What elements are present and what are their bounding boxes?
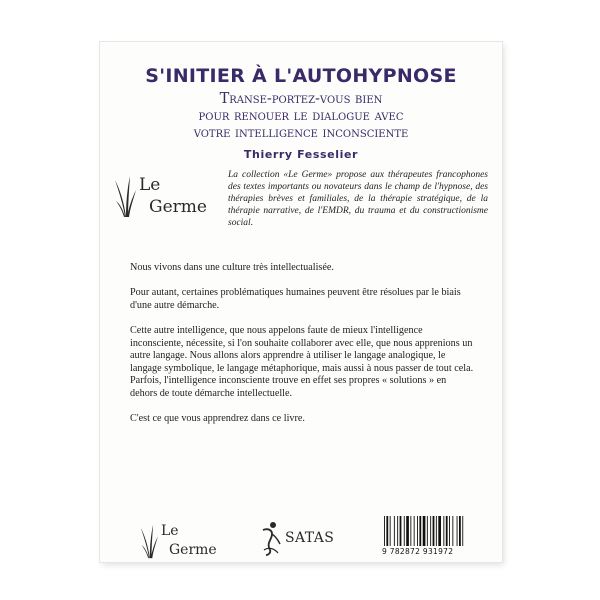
- blurb-paragraph-1: Nous vivons dans une culture très intellectualisée.: [130, 262, 334, 273]
- blurb: [130, 262, 475, 438]
- barcode-bar: [397, 516, 398, 546]
- publisher-name: SATAS: [285, 530, 335, 546]
- collection-logo-footer-line-2: Germe: [169, 542, 217, 558]
- barcode-bar: [386, 516, 388, 546]
- collection-logo-line-1: Le: [139, 175, 161, 195]
- barcode-bar: [400, 516, 402, 546]
- barcode-bar: [419, 516, 421, 546]
- barcode-bar: [459, 516, 461, 546]
- barcode-bar: [417, 516, 418, 546]
- blurb-paragraph-3: Cette autre intelligence, que nous appelons faute de mieux l'intelligence inconsciente, nécessite, si l'on souhaite collaborer avec elle, que nous apprenions un autre langage. Nous allons alors apprendre à utiliser le langage analogique, le langage symbolique, le langage métaphorique, mais aussi à nous passer de tout cela. Parfois, l'intelligence inconsciente trouve en effet ses propres « solutions » en dehors de toute démarche intellectuelle.: [130, 324, 474, 399]
- satas-figure-icon: [260, 520, 282, 556]
- isbn-number: 9 782872 931972: [382, 547, 454, 556]
- subtitle-line-1: Transe-portez-vous bien: [219, 91, 383, 107]
- barcode-bar: [452, 516, 453, 546]
- grass-leaves-icon: [140, 523, 158, 559]
- barcode-bar: [443, 516, 444, 546]
- barcode-bar: [406, 516, 409, 546]
- book-back-cover: [100, 42, 502, 562]
- barcode-bar: [436, 516, 437, 546]
- isbn-barcode: [382, 516, 478, 556]
- barcode-bar: [462, 516, 463, 546]
- barcode-bar: [414, 516, 415, 546]
- subtitle-line-2: pour renouer le dialogue avec: [198, 108, 404, 124]
- grass-leaves-icon: [114, 174, 136, 218]
- blurb-paragraph-4: C'est ce que vous apprendrez dans ce livre.: [130, 413, 305, 425]
- barcode-bar: [410, 516, 411, 546]
- barcode-icon: [382, 516, 478, 546]
- collection-logo-footer: [140, 522, 217, 560]
- collection-logo-line-2: Germe: [149, 197, 207, 217]
- collection-logo: [114, 174, 207, 218]
- collection-logo-footer-line-1: Le: [161, 523, 179, 539]
- barcode-bar: [394, 516, 395, 546]
- subtitle-line-3: votre intelligence inconsciente: [193, 125, 409, 141]
- barcode-bar: [446, 516, 448, 546]
- barcode-bar: [427, 516, 428, 546]
- collection-description: La collection «Le Germe» propose aux thérapeutes francophones des textes importants ou novateurs dans le champ de l'hypnose, des thérapies brèves et familiales, de la thérapie stratégique, de la thérapie narrative, de l'EMDR, du trauma et du constructionisme social.: [228, 170, 488, 229]
- barcode-bar: [457, 516, 458, 546]
- publisher-logo: [260, 520, 334, 556]
- barcode-bar: [384, 516, 385, 546]
- barcode-bar: [404, 516, 405, 546]
- author-name: Thierry Fesselier: [243, 148, 359, 161]
- barcode-bar: [433, 516, 435, 546]
- barcode-bar: [390, 516, 391, 546]
- barcode-bar: [438, 516, 441, 546]
- barcode-bar: [449, 516, 450, 546]
- book-subtitle: [100, 91, 502, 142]
- blurb-paragraph-2: Pour autant, certaines problématiques humaines peuvent être résolues par le biais d'une autre démarche.: [130, 287, 461, 311]
- book-title: S'INITIER À L'AUTOHYPNOSE: [145, 65, 457, 87]
- barcode-bar: [430, 516, 431, 546]
- barcode-bar: [423, 516, 426, 546]
